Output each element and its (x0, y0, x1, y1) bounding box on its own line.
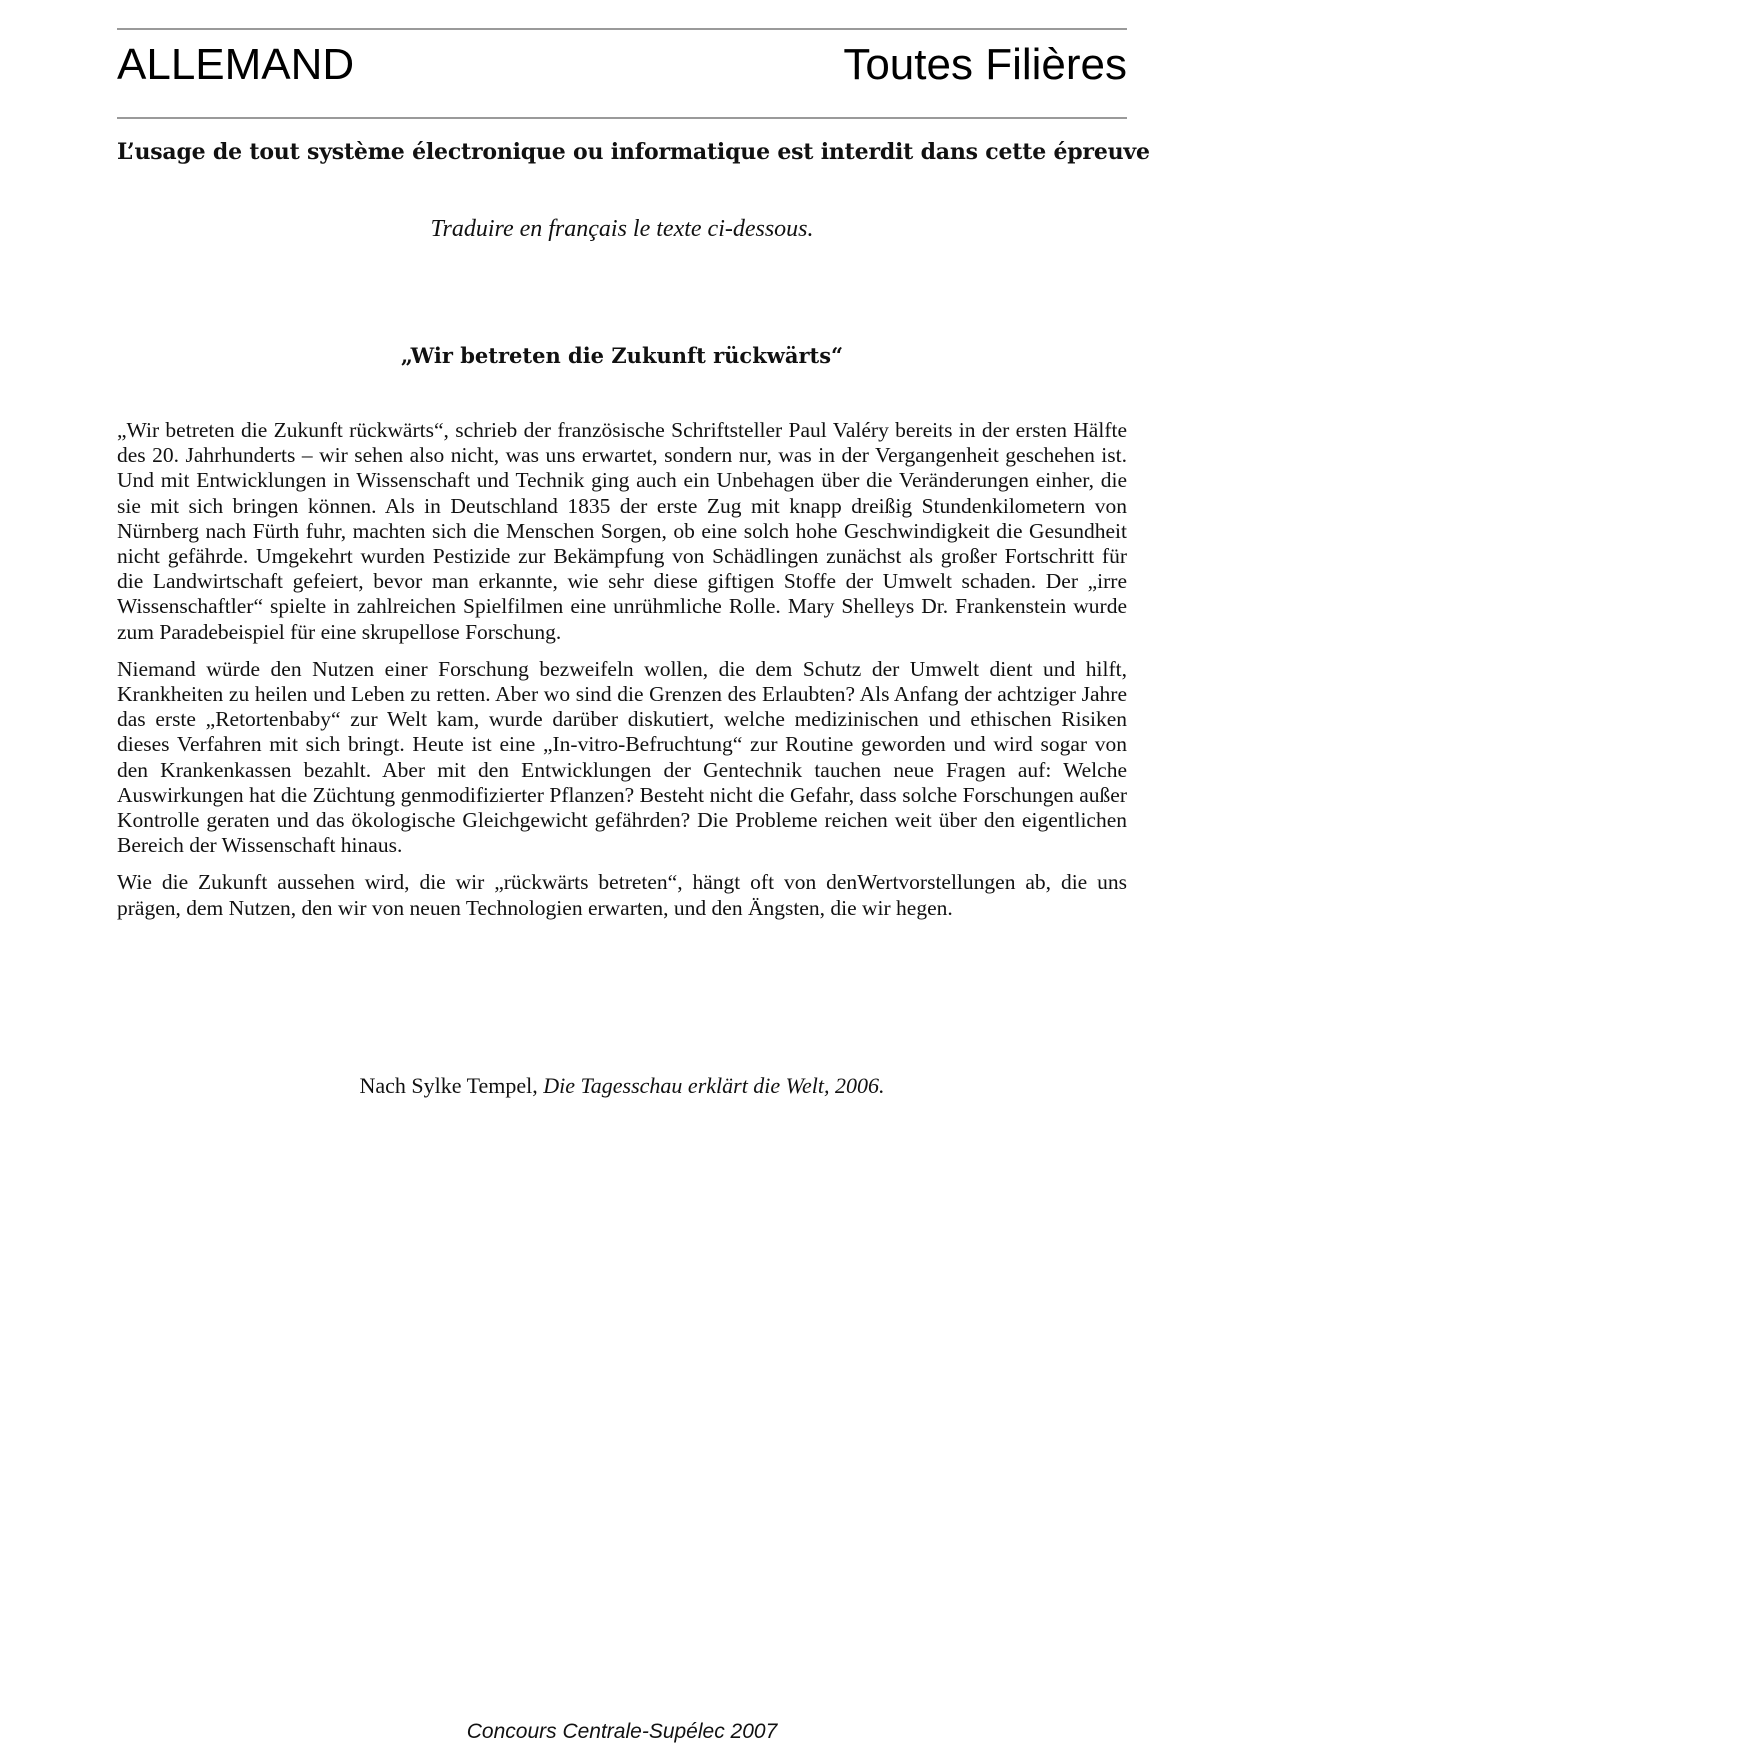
track-title: Toutes Filières (843, 40, 1127, 89)
paragraph-1: „Wir betreten die Zukunft rückwärts“, schrieb der französische Schriftsteller Paul Valéry bereits in der ersten Hälfte des 20. Jahrhunderts – wir sehen also nicht, was uns erwartet, sondern nur, was in der Vergangenheit geschehen ist. Und mit Entwicklungen in Wissenschaft und Technik ging auch ein Unbehagen über die Veränderungen einher, die sie mit sich bringen können. Als in Deutschland 1835 der erste Zug mit knapp dreißig Stundenkilometern von Nürnberg nach Fürth fuhr, machten sich die Menschen Sorgen, ob eine solch hohe Geschwindigkeit die Gesundheit nicht gefährde. Umgekehrt wurden Pestizide zur Bekämpfung von Schädlingen zunächst als großer Fortschritt für die Landwirtschaft gefeiert, bevor man erkannte, wie sehr diese giftigen Stoffe der Umwelt schaden. Der „irre Wissenschaftler“ spielte in zahlreichen Spielfilmen eine unrühmliche Rolle. Mary Shelleys Dr. Frankenstein wurde zum Paradebeispiel für eine skrupellose Forschung. (117, 418, 1127, 644)
source-author: Nach Sylke Tempel, (359, 1073, 544, 1098)
header-top-rule (117, 28, 1127, 30)
header-bottom-rule (117, 117, 1127, 119)
text-title: „Wir betreten die Zukunft rückwärts“ (400, 343, 844, 368)
source-citation (117, 1071, 1127, 1101)
subject-title: ALLEMAND (117, 40, 355, 89)
translation-instruction: Traduire en français le texte ci-dessous. (430, 216, 814, 242)
paragraph-3: Wie die Zukunft aussehen wird, die wir „rückwärts betreten“, hängt oft von denWertvorstellungen ab, die uns prägen, dem Nutzen, den wir von neuen Technologien erwarten, und den Ängsten, die wir hegen. (117, 870, 1127, 920)
source-work: Die Tagesschau erklärt die Welt, 2006. (543, 1073, 885, 1098)
page-footer: Concours Centrale-Supélec 2007 (466, 1720, 778, 1743)
electronic-devices-notice: L’usage de tout système électronique ou informatique est interdit dans cette épreuve (117, 139, 1150, 165)
paragraph-2: Niemand würde den Nutzen einer Forschung bezweifeln wollen, die dem Schutz der Umwelt dient und hilft, Krankheiten zu heilen und Leben zu retten. Aber wo sind die Grenzen des Erlaubten? Als Anfang der achtziger Jahre das erste „Retortenbaby“ zur Welt kam, wurde darüber diskutiert, welche medizinischen und ethischen Risiken dieses Verfahren mit sich bringt. Heute ist eine „In-vitro-Befruchtung“ zur Routine geworden und wird sogar von den Krankenkassen bezahlt. Aber mit den Entwicklungen der Gentechnik tauchen neue Fragen auf: Welche Auswirkungen hat die Züchtung genmodifizierter Pflanzen? Besteht nicht die Gefahr, dass solche Forschungen außer Kontrolle geraten und das ökologische Gleichgewicht gefährden? Die Probleme reichen weit über den eigentlichen Bereich der Wissenschaft hinaus. (117, 656, 1127, 858)
text-body (117, 418, 1127, 933)
